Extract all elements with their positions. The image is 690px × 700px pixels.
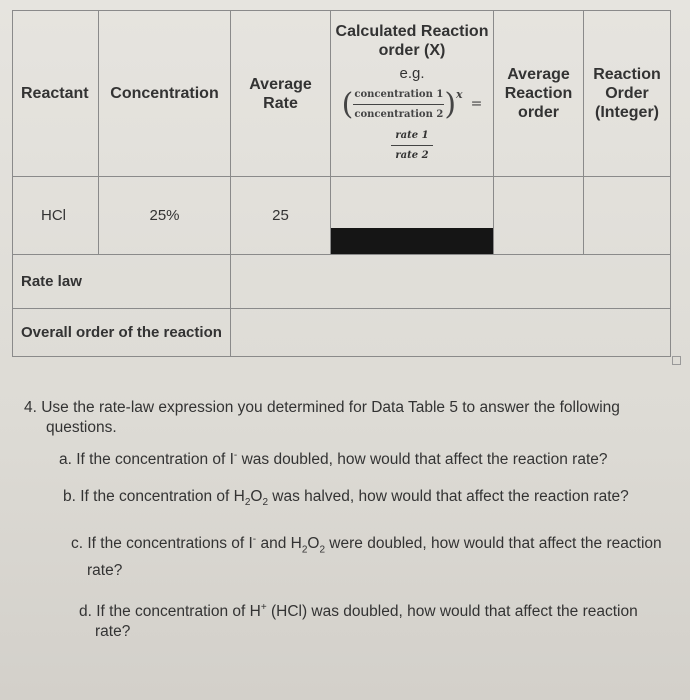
header-concentration: Concentration <box>99 11 231 177</box>
header-reaction-order-integer: Reaction Order (Integer) <box>584 11 671 177</box>
overall-order-row <box>13 309 671 357</box>
overall-order-label: Overall order of the reaction <box>13 309 231 357</box>
rate-ratio-formula <box>391 126 432 165</box>
question-4b: b. If the concentration of $H_2O_2$ was halved, how would that affect the reaction rate? <box>63 488 629 509</box>
table-row <box>13 177 671 255</box>
header-average-reaction-order: Average Reaction order <box>494 11 584 177</box>
questions-section <box>24 398 674 659</box>
question-4c: c. If the concentrations of I- and $H_2O_2$ were doubled, how would that affect the reaction rate? <box>71 534 662 579</box>
question-4d: d. If the concentration of H+ (HCl) was doubled, how would that affect the reaction rate? <box>79 601 638 640</box>
formula-denominator: concentration 2 <box>354 109 444 120</box>
concentration-ratio-formula: ( $\frac{\text{concentration 1}}{\text{concentration 2}}$ )x= <box>331 85 493 124</box>
formula-exponent: x <box>456 88 463 101</box>
question-4a: a. If the concentration of I- was doubled, how would that affect the reaction rate? <box>59 450 608 469</box>
calculated-order-title: Calculated Reaction order (X) <box>335 23 489 59</box>
cell-average-rate[interactable]: 25 <box>231 177 331 255</box>
cell-average-reaction-order[interactable] <box>494 177 584 255</box>
eg-label: e.g. <box>399 65 425 82</box>
redacted-block <box>331 228 493 254</box>
cell-reaction-order-integer[interactable] <box>584 177 671 255</box>
header-reactant: Reactant <box>13 11 99 177</box>
formula-numerator: concentration 1 <box>353 85 444 105</box>
rate-law-value[interactable] <box>231 255 671 309</box>
table-resize-handle[interactable] <box>672 356 681 365</box>
rate-denominator: rate 2 <box>395 150 429 161</box>
cell-reactant[interactable]: HCl <box>13 177 99 255</box>
rate-numerator: rate 1 <box>391 126 432 146</box>
header-average-rate: Average Rate <box>231 11 331 177</box>
cell-calculated-order[interactable] <box>331 177 494 255</box>
header-calculated-order <box>331 11 494 177</box>
overall-order-value[interactable] <box>231 309 671 357</box>
formula-equals: = <box>470 96 483 112</box>
header-row <box>13 11 671 177</box>
rate-law-row <box>13 255 671 309</box>
question-4: 4. Use the rate-law expression you determined for Data Table 5 to answer the following questions. <box>24 399 620 436</box>
data-table <box>12 10 671 357</box>
rate-law-label: Rate law <box>13 255 231 309</box>
cell-concentration[interactable]: 25% <box>99 177 231 255</box>
